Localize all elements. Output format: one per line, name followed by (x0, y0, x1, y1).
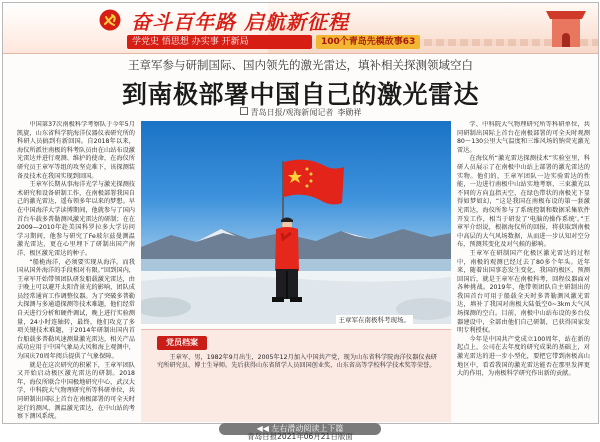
byline-box-icon (240, 107, 248, 115)
photo-caption-row (141, 315, 451, 325)
article-column-right (457, 121, 590, 421)
party-member-box (141, 329, 451, 422)
slide-hint-label: 左右滑动阅读上下篇 (271, 424, 344, 433)
campaign-banner (3, 3, 598, 54)
party-box-text: 王章军，男，1982年9月出生，2005年12月加入中国共产党，现为山东省科学院海洋仪器仪表研究所研究员、博士生导师。先后获得山东省留学人员回国创业奖、山东省高等学校科学技术奖等荣誉。 (157, 354, 437, 370)
newspaper-page (2, 2, 599, 424)
paragraph: 学、中科院大气物理研究所等科研单位，共同研制出国际上首台在南极部署的可全天时观测80～130公里大气温度和三维风场的钠荧光激光雷达。 (457, 121, 590, 154)
article-kicker: 王章军参与研制国际、国内领先的激光雷达，填补相关探测领域空白 (128, 58, 473, 72)
swipe-arrows-icon: ◀◀ (256, 424, 272, 433)
photo-caption: 王章军在南极科考现场。 (336, 315, 414, 324)
paragraph: 今年是中国共产党成立100周年，站在新的起点上，公司在去年度的研究成果的基础上，对激光雷达的进一步小型化，要把它带到南极高山地区中，看看我国的激光雷达能否在那里发挥更大的作用，为南极科学研究作出新的贡献。 (457, 335, 590, 378)
series-tag: 100个青岛先模故事63 (316, 35, 420, 49)
paragraph: 就是在这次研究的积累下，王章军团队又开始启动极区激光雷达的研制。2018年，海仪所联合中国极地研究中心，武汉大学，中科院大气物理研究所等科研单位，共同研制出国际上首台在南极部署的可全天时运行的测风、测温激光雷达，在中山站的考察下测风系统。 (17, 361, 135, 421)
party-emblem-icon (99, 9, 121, 31)
article-headline: 到南极部署中国自己的激光雷达 (121, 80, 479, 109)
article-photo (141, 121, 451, 324)
byline-author: 李勋祥 (337, 108, 362, 117)
paragraph: “船桅海洋，必须要实现从海洋，而我国从国外海洋的手段相对有限。”回到国内，王章军开始带领团队研发船载激光雷达，由于晚上可以避开太阳背景光的影响，团队成员经常通宵工作调整仪器。为了突破多普勒大探测与多通道探测等技术难题，他们经常自天进行分析和硬件调试，晚上进行实验测量，24小时连轴转，最终，他们攻克了多项关键技术难题，于2014年研制出国内首台船载多普勒风速测量激光雷达，相关产品成功应用于中国气象局大风和海上观测中，为国庆70周年阅兵提供了气象保障。 (17, 258, 135, 361)
gate-icon (546, 11, 586, 47)
article-column-left (17, 121, 135, 421)
antarctic-scene-image (141, 121, 451, 324)
paragraph: 王章军长期从事海洋光学与激光探测技术研究和设备研制工作，在南极部署我国自己的激光雷达，遥布领多年以来的梦想。早在中国海洋大学读博期间，他就参与了国内首台车载多普勒测风激光雷达的研制；在在2009—2010年赴美国科罗拉多大学访问学习期间，他参与研究了Fe玻尔兹曼测温激光雷达，更在心里埋下了研制出国产南洋、极区激光雷达的种子。 (17, 181, 135, 257)
banner-slogan: 学党史 悟思想 办实事 开新局 (127, 35, 312, 49)
page-footer: 青岛日报2021年06月21日版面 (247, 432, 353, 441)
paragraph: 在海仪所“激光雷达探测技术”实验室里，科研人员展示了在南极中山站上部署的激光雷达的实物。他们的，王章军团队一边实验雷达的性能，一边进行南极中山站实地考察，三束激光以不同的方向直指天空，在绿色带状的南极光下显得如梦如幻，“这是我国在南极布设的第一套激光雷达，海仪所参与了系统控制和数据采集软件开发工作，相当于研发了‘电脑的操作系统’。”王章军介绍说，根据海仪所的回报，将获取到南极中高层的大气风场数据，从而进一步认知对空分布，预测其变化及对气候的影响。 (457, 155, 590, 249)
paragraph: 中国第37次南极科学考察队于今年5月凯旋，山东省科学院海洋仪器仪表研究所的科研人员搞到有新回国。自2018年以来，海仪所派往南极的科考队员由在山站布设激光雷达并进行观测、维护的使命，在海仪所研究员王章军等组的攻坚克难下，该探测装备及技术在我国实现到回国。 (17, 121, 135, 180)
paragraph: 王章军在研制国产化极区激光雷达的过程中，南极的观测已经过去了80多个年头。近年来，随着出国事态发生变化，我国的极区，预测回国后，就是王章军在南极科考，回程仪器面对各种挑战。2019年，他带领团队自主研制出的我国首台可用于船载全天时多普勒测风激光雷达，填补了我国对南极大陆低空0~3km大气风场探测的空白。目前，南极中山站布设的多台仪器建设中，全部由他们自己研制，已获得国家发明专利授权。 (457, 249, 590, 335)
article-byline (3, 107, 598, 118)
byline-source: 青岛日报/观海新闻记者 (250, 108, 334, 117)
banner-title: 奋斗百年路 启航新征程 (131, 10, 349, 34)
party-box-label: 党员档案 (157, 336, 207, 350)
